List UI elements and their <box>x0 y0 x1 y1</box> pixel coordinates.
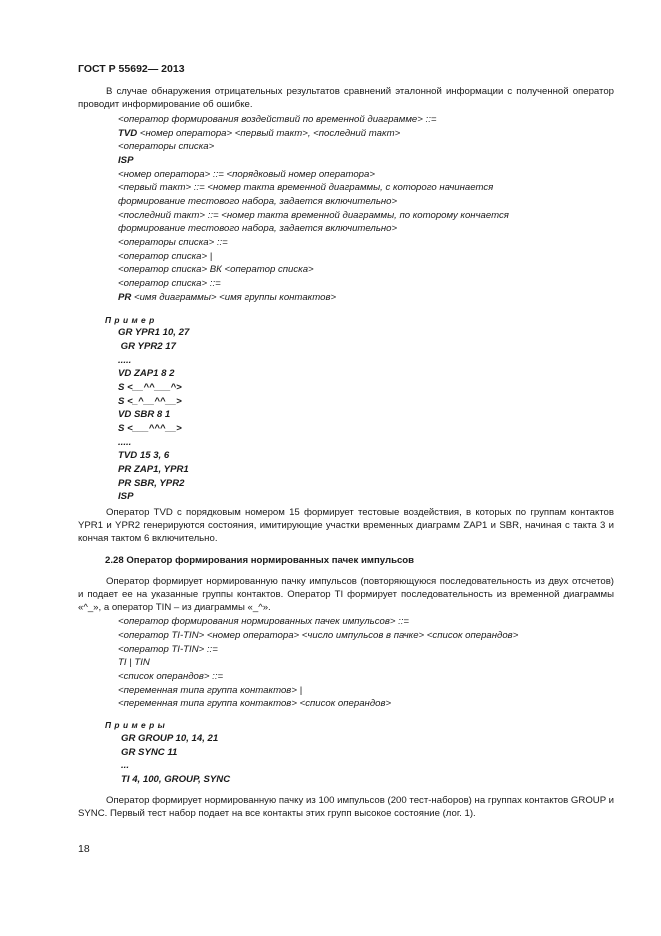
page-number: 18 <box>78 843 90 855</box>
syntax-line: <операторы списка> ::= <box>118 237 228 248</box>
document-header: ГОСТ Р 55692— 2013 <box>78 63 185 75</box>
syntax-line: TI | TIN <box>118 657 150 668</box>
example-label: Пример <box>105 315 158 325</box>
syntax-line: <оператор TI-TIN> <номер оператора> <число импульсов в пачке> <список операндов> <box>118 630 519 641</box>
syntax-line: ISP <box>118 155 134 166</box>
syntax-line: PR <имя диаграммы> <имя группы контактов> <box>118 292 337 303</box>
code-line: VD SBR 8 1 <box>118 409 171 420</box>
syntax-line: <оператор списка> | <box>118 251 213 262</box>
code-line: S <_^__^^__> <box>118 396 182 407</box>
syntax-line: <последний такт> ::= <номер такта временной диаграммы, по которому кончается <box>118 210 509 221</box>
code-line: PR SBR, YPR2 <box>118 478 185 489</box>
syntax-line: формирование тестового набора, задается включительно> <box>118 196 398 207</box>
code-line: GR GROUP 10, 14, 21 <box>121 733 219 744</box>
example-label: Примеры <box>105 720 169 730</box>
section-paragraph: Оператор формирует нормированную пачку импульсов (повторяющуюся последовательность из двух отсчетов) и подает ее на указанные группы контактов. Оператор TI формирует последовательность из временной диаграммы «^_», а оператор TIN – из диаграммы «_^». <box>78 576 614 613</box>
syntax-line: <переменная типа группа контактов> | <box>118 685 303 696</box>
syntax-line: TVD <номер оператора> <первый такт>, <последний такт> <box>118 128 401 139</box>
syntax-line: <первый такт> ::= <номер такта временной диаграммы, с которого начинается <box>118 182 494 193</box>
syntax-line: <оператор списка> ВК <оператор списка> <box>118 264 314 275</box>
syntax-line: <список операндов> ::= <box>118 671 224 682</box>
intro-paragraph: В случае обнаружения отрицательных результатов сравнений эталонной информации с полученной оператор проводит информирование об ошибке. <box>78 86 614 110</box>
explanation-paragraph: Оператор TVD с порядковым номером 15 формирует тестовые воздействия, в которых по группам контактов YPR1 и YPR2 генерируются состояния, имитирующие участки временных диаграмм ZAP1 и SBR, начиная с такта 3 и кончая тактом 6 включительно. <box>78 507 614 544</box>
code-line: GR YPR1 10, 27 <box>118 327 190 338</box>
code-line: PR ZAP1, YPR1 <box>118 464 189 475</box>
section-heading: 2.28 Оператор формирования нормированных пачек импульсов <box>105 555 415 566</box>
code-line: ... <box>121 760 129 771</box>
syntax-line: <оператор формирования воздействий по временной диаграмме> ::= <box>118 114 437 125</box>
code-line: VD ZAP1 8 2 <box>118 368 175 379</box>
code-line: TVD 15 3, 6 <box>118 450 170 461</box>
syntax-line: <оператор списка> ::= <box>118 278 221 289</box>
syntax-line: <оператор TI-TIN> ::= <box>118 644 218 655</box>
code-line: ..... <box>118 355 132 366</box>
closing-paragraph: Оператор формирует нормированную пачку из 100 импульсов (200 тест-наборов) на группах контактов GROUP и SYNC. Первый тест набор подает на все контакты этих групп высокое состояние (лог. 1). <box>78 795 614 819</box>
code-line: S <___^^^__> <box>118 423 182 434</box>
code-line: ISP <box>118 491 134 502</box>
code-line: GR YPR2 17 <box>118 341 176 352</box>
syntax-line: <переменная типа группа контактов> <список операндов> <box>118 698 392 709</box>
code-line: TI 4, 100, GROUP, SYNC <box>121 774 231 785</box>
syntax-line: <оператор формирования нормированных пачек импульсов> ::= <box>118 616 410 627</box>
code-line: S <__^^___^> <box>118 382 182 393</box>
syntax-line: <операторы списка> <box>118 141 215 152</box>
syntax-line: формирование тестового набора, задается включительно> <box>118 223 398 234</box>
code-line: GR SYNC 11 <box>121 747 178 758</box>
code-line: ..... <box>118 437 132 448</box>
syntax-line: <номер оператора> ::= <порядковый номер оператора> <box>118 169 375 180</box>
